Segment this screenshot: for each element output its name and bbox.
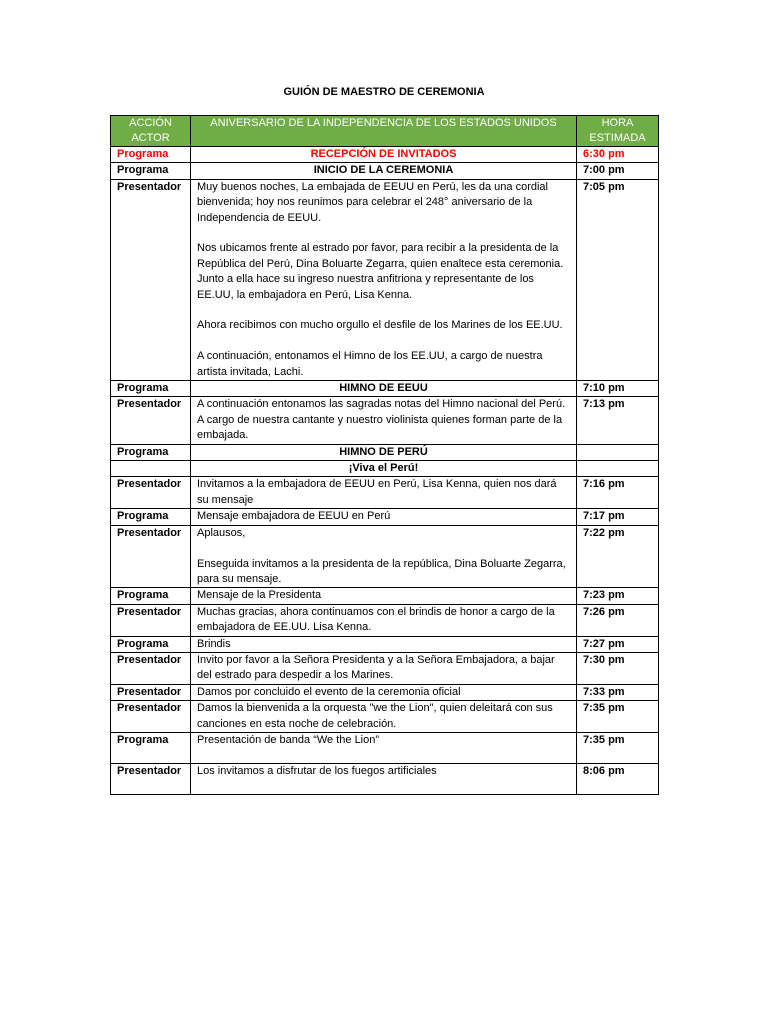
- table-row: [111, 732, 659, 763]
- row-text-line: Muy buenos noches, La embajada de EEUU en Perú, les da una cordial bienvenida; hoy nos reunimos para celebrar el 248° aniversario de la Independencia de EEUU.: [197, 180, 548, 224]
- row-actor: Programa: [111, 444, 191, 460]
- row-actor: Programa: [111, 732, 191, 763]
- table-row: [111, 604, 659, 636]
- row-text: [191, 381, 577, 397]
- row-text: [191, 684, 577, 700]
- row-text: [191, 652, 577, 684]
- row-actor: Programa: [111, 509, 191, 525]
- row-text-line: Invitamos a la embajadora de EEUU en Perú, Lisa Kenna, quien nos dará su mensaje: [197, 478, 557, 506]
- row-text-line: ¡Viva el Perú!: [348, 462, 419, 475]
- row-text-line: Damos por concluido el evento de la ceremonia oficial: [197, 685, 461, 698]
- row-text: [191, 509, 577, 525]
- row-time: 7:33 pm: [577, 684, 659, 700]
- row-text-line: Nos ubicamos frente al estrado por favor, para recibir a la presidenta de la República del Perú, Dina Boluarte Zegarra, quien enaltece esta ceremonia. Junto a ella hace su ingreso nuestra anfitriona y representante de los EE.UU, la embajadora en Perú, Lisa Kenna.: [197, 242, 564, 301]
- table-row: [111, 381, 659, 397]
- row-actor: Presentador: [111, 763, 191, 794]
- header-estimated-time: HORA ESTIMADA: [577, 116, 659, 147]
- table-row: [111, 652, 659, 684]
- row-time: 7:30 pm: [577, 652, 659, 684]
- row-actor: Presentador: [111, 179, 191, 380]
- row-time: 7:35 pm: [577, 732, 659, 763]
- row-text-line: Invito por favor a la Señora Presidenta y a la Señora Embajadora, a bajar del estrado para despedir a los Marines.: [197, 653, 555, 682]
- row-actor: Presentador: [111, 604, 191, 636]
- table-row: [111, 636, 659, 652]
- row-actor: Programa: [111, 147, 191, 163]
- row-text: [191, 732, 577, 763]
- row-actor: Programa: [111, 381, 191, 397]
- row-text-line: Los invitamos a disfrutar de los fuegos artificiales: [197, 764, 437, 777]
- row-text-line: A continuación, entonamos el Himno de los EE.UU, a cargo de nuestra artista invitada, Lachi.: [197, 350, 543, 378]
- table-row: [111, 477, 659, 509]
- row-time: 6:30 pm: [577, 147, 659, 163]
- row-text-line: Aplausos,: [197, 526, 246, 539]
- row-text: [191, 461, 577, 477]
- row-text-line: Mensaje embajadora de EEUU en Perú: [197, 510, 391, 523]
- row-text-line: HIMNO DE EEUU: [339, 382, 428, 395]
- table-row: [111, 179, 659, 380]
- row-text: [191, 763, 577, 794]
- row-text: [191, 525, 577, 588]
- row-time: [577, 461, 659, 477]
- row-text-line: RECEPCIÓN DE INVITADOS: [310, 148, 457, 160]
- row-actor: Presentador: [111, 477, 191, 509]
- row-time: [577, 444, 659, 460]
- row-text: [191, 163, 577, 179]
- table-row: [111, 684, 659, 700]
- table-row: [111, 588, 659, 604]
- row-text: [191, 397, 577, 444]
- table-row: [111, 701, 659, 733]
- row-actor: Programa: [111, 588, 191, 604]
- row-text: [191, 477, 577, 509]
- table-row: [111, 763, 659, 794]
- row-actor: Presentador: [111, 684, 191, 700]
- table-row: [111, 163, 659, 179]
- header-action-actor: ACCIÓN ACTOR: [111, 116, 191, 147]
- row-time: 7:00 pm: [577, 163, 659, 179]
- row-text-line: INICIO DE LA CEREMONIA: [313, 164, 454, 177]
- table-header-row: [111, 116, 659, 147]
- row-time: 7:22 pm: [577, 525, 659, 588]
- row-text: [191, 701, 577, 733]
- row-text: [191, 588, 577, 604]
- row-actor: Programa: [111, 163, 191, 179]
- row-time: 7:23 pm: [577, 588, 659, 604]
- row-time: 7:27 pm: [577, 636, 659, 652]
- row-text-line: Damos la bienvenida a la orquesta "we the Lion", quien deleitará con sus canciones en esta noche de celebración.: [197, 702, 553, 730]
- table-row: [111, 509, 659, 525]
- row-text-line: A continuación entonamos las sagradas notas del Himno nacional del Perú. A cargo de nuestra cantante y nuestro violinista quienes forman parte de la embajada.: [197, 398, 566, 442]
- row-text: [191, 179, 577, 380]
- row-text-line: Presentación de banda “We the Lion”: [197, 733, 380, 746]
- row-actor: Programa: [111, 636, 191, 652]
- row-actor: Presentador: [111, 397, 191, 444]
- row-text: [191, 444, 577, 460]
- row-actor: Presentador: [111, 652, 191, 684]
- row-time: 7:13 pm: [577, 397, 659, 444]
- table-row: [111, 444, 659, 460]
- table-row: [111, 147, 659, 163]
- row-actor: [111, 461, 191, 477]
- row-time: 7:05 pm: [577, 179, 659, 380]
- row-text-line: Brindis: [197, 637, 231, 650]
- table-row: [111, 525, 659, 588]
- row-text-line: HIMNO DE PERÚ: [339, 445, 428, 458]
- row-time: 7:17 pm: [577, 509, 659, 525]
- row-actor: Presentador: [111, 701, 191, 733]
- row-text-line: Enseguida invitamos a la presidenta de la república, Dina Boluarte Zegarra, para su mensaje.: [197, 557, 566, 585]
- row-time: 7:10 pm: [577, 381, 659, 397]
- row-time: 8:06 pm: [577, 763, 659, 794]
- row-text-line: Mensaje de la Presidenta: [197, 589, 322, 602]
- ceremony-script-table: [110, 115, 659, 795]
- row-time: 7:26 pm: [577, 604, 659, 636]
- row-text: [191, 636, 577, 652]
- row-text: [191, 147, 577, 163]
- row-actor: Presentador: [111, 525, 191, 588]
- row-text-line: Ahora recibimos con mucho orgullo el desfile de los Marines de los EE.UU.: [197, 319, 563, 332]
- row-text-line: Muchas gracias, ahora continuamos con el brindis de honor a cargo de la embajadora de EE.UU. Lisa Kenna.: [197, 605, 555, 634]
- table-row: [111, 397, 659, 444]
- header-event-title: ANIVERSARIO DE LA INDEPENDENCIA DE LOS ESTADOS UNIDOS: [191, 116, 577, 147]
- table-row: [111, 461, 659, 477]
- row-text: [191, 604, 577, 636]
- row-time: 7:35 pm: [577, 701, 659, 733]
- row-time: 7:16 pm: [577, 477, 659, 509]
- page-title: GUIÓN DE MAESTRO DE CEREMONIA: [283, 86, 485, 98]
